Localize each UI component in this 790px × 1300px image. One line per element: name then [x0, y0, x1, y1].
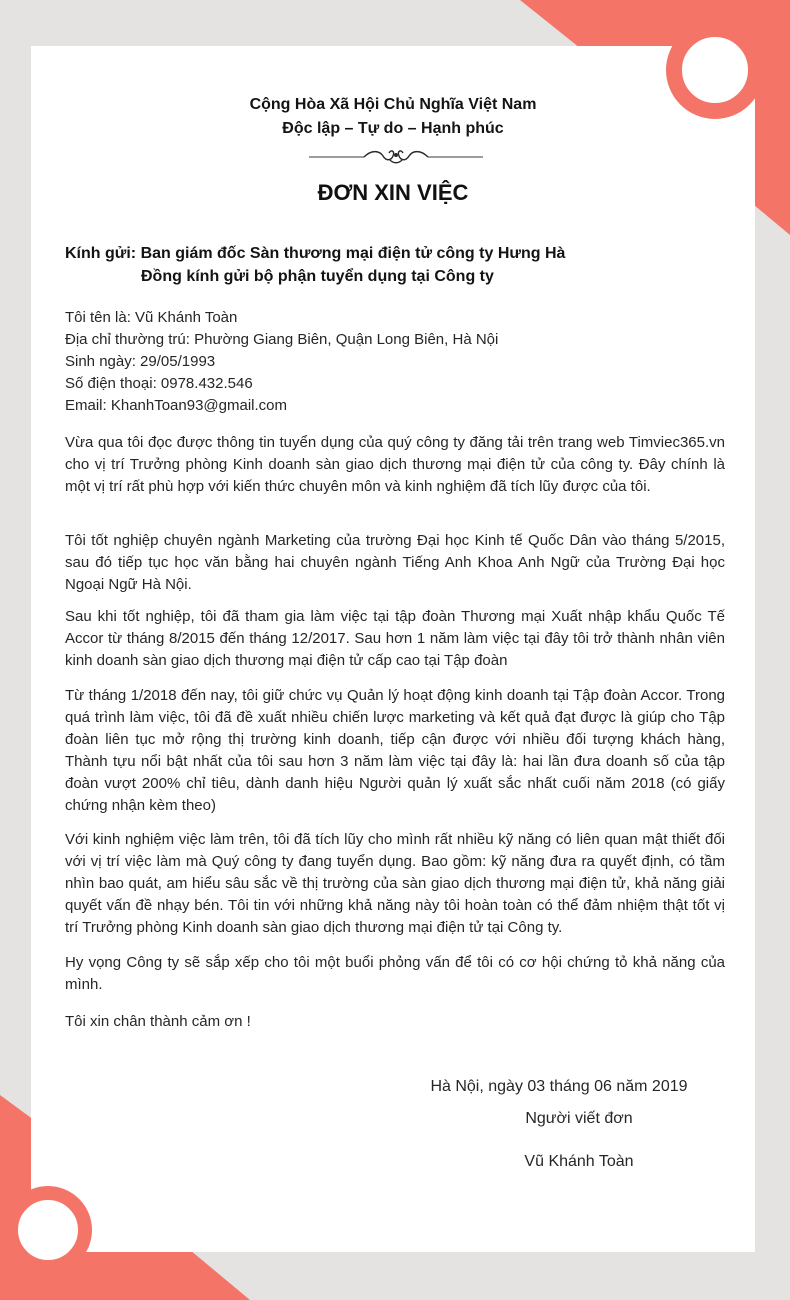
info-phone: Số điện thoại: 0978.432.546 — [65, 375, 253, 392]
signature-name: Vũ Khánh Toàn — [524, 1153, 634, 1170]
info-email: Email: KhanhToan93@gmail.com — [65, 397, 288, 414]
personal-info — [65, 307, 725, 417]
paragraph-hope: Hy vọng Công ty sẽ sắp xếp cho tôi một buổi phỏng vấn để tôi có cơ hội chứng tỏ khả năng của mình. — [65, 954, 725, 993]
signature-date: Hà Nội, ngày 03 tháng 06 năm 2019 — [430, 1078, 688, 1095]
info-name: Tôi tên là: Vũ Khánh Toàn — [65, 309, 238, 326]
paragraph-experience: Sau khi tốt nghiệp, tôi đã tham gia làm việc tại tập đoàn Thương mại Xuất nhập khẩu Quốc Tế Accor từ tháng 8/2015 đến tháng 12/2017. Sau hơn 1 năm làm việc tại đây tôi trở thành nhân viên kinh doanh sàn giao dịch thương mại điện tử cấp cao tại Tập đoàn — [65, 608, 725, 669]
info-birthday: Sinh ngày: 29/05/1993 — [65, 353, 216, 370]
ornament-divider-icon — [309, 147, 483, 167]
paragraph-intro: Vừa qua tôi đọc được thông tin tuyển dụng của quý công ty đăng tải trên trang web Timviec365.vn cho vị trí Trưởng phòng Kinh doanh sàn giao dịch thương mại điện tử của công ty. Đây chính là một vị trí rất phù hợp với kiến thức chuyên môn và kinh nghiệm đã tích lũy được của tôi. — [65, 434, 725, 495]
nation-motto: Độc lập – Tự do – Hạnh phúc — [282, 120, 504, 137]
paragraph-thanks: Tôi xin chân thành cảm ơn ! — [65, 1013, 251, 1030]
info-address: Địa chỉ thường trú: Phường Giang Biên, Quận Long Biên, Hà Nội — [65, 331, 499, 348]
paragraph-education: Tôi tốt nghiệp chuyên ngành Marketing của trường Đại học Kinh tế Quốc Dân vào tháng 5/2015, sau đó tiếp tục học văn bằng hai chuyên ngành Tiếng Anh Khoa Anh Ngữ của Trường Đại học Ngoại Ngữ Hà Nội. — [65, 532, 725, 593]
recipient-line-secondary: Đồng kính gửi bộ phận tuyển dụng tại Công ty — [141, 268, 494, 285]
nation-title: Cộng Hòa Xã Hội Chủ Nghĩa Việt Nam — [249, 96, 537, 113]
document-title: ĐƠN XIN VIỆC — [317, 180, 469, 205]
recipient-line-primary: Kính gửi: Ban giám đốc Sàn thương mại điện tử công ty Hưng Hà — [65, 245, 566, 262]
letter-paper — [31, 46, 755, 1252]
paragraph-skills: Với kinh nghiệm việc làm trên, tôi đã tích lũy cho mình rất nhiều kỹ năng có liên quan mật thiết đối với vị trí việc làm mà Quý công ty đang tuyển dụng. Bao gồm: kỹ năng đưa ra quyết định, có tầm nhìn bao quát, am hiểu sâu sắc về thị trường của sàn giao dịch thương mại điện tử, khả năng giải quyết vấn đề nhạy bén. Tôi tin với những khả năng này tôi hoàn toàn có thể đảm nhiệm thật tốt vị trí Trưởng phòng Kinh doanh sàn giao dịch thương mại điện tử tại Công ty. — [65, 831, 725, 936]
signature-role: Người viết đơn — [525, 1110, 633, 1127]
recipient-block — [65, 242, 735, 288]
paragraph-achievements: Từ tháng 1/2018 đến nay, tôi giữ chức vụ Quản lý hoạt động kinh doanh tại Tập đoàn Accor. Trong quá trình làm việc, tôi đã đề xuất nhiều chiến lược marketing và kết quả đạt được là giúp cho Tập đoàn liên tục mở rộng thị trường kinh doanh, tiếp cận được với nhiều đối tượng khách hàng, Thành tựu nổi bật nhất của tôi sau hơn 3 năm làm việc tại đây là: hai lần đưa doanh số của tập đoàn vượt 200% chỉ tiêu, dành danh hiệu Người quản lý xuất sắc nhất cuối năm 2018 (có giấy chứng nhận kèm theo) — [65, 687, 725, 814]
